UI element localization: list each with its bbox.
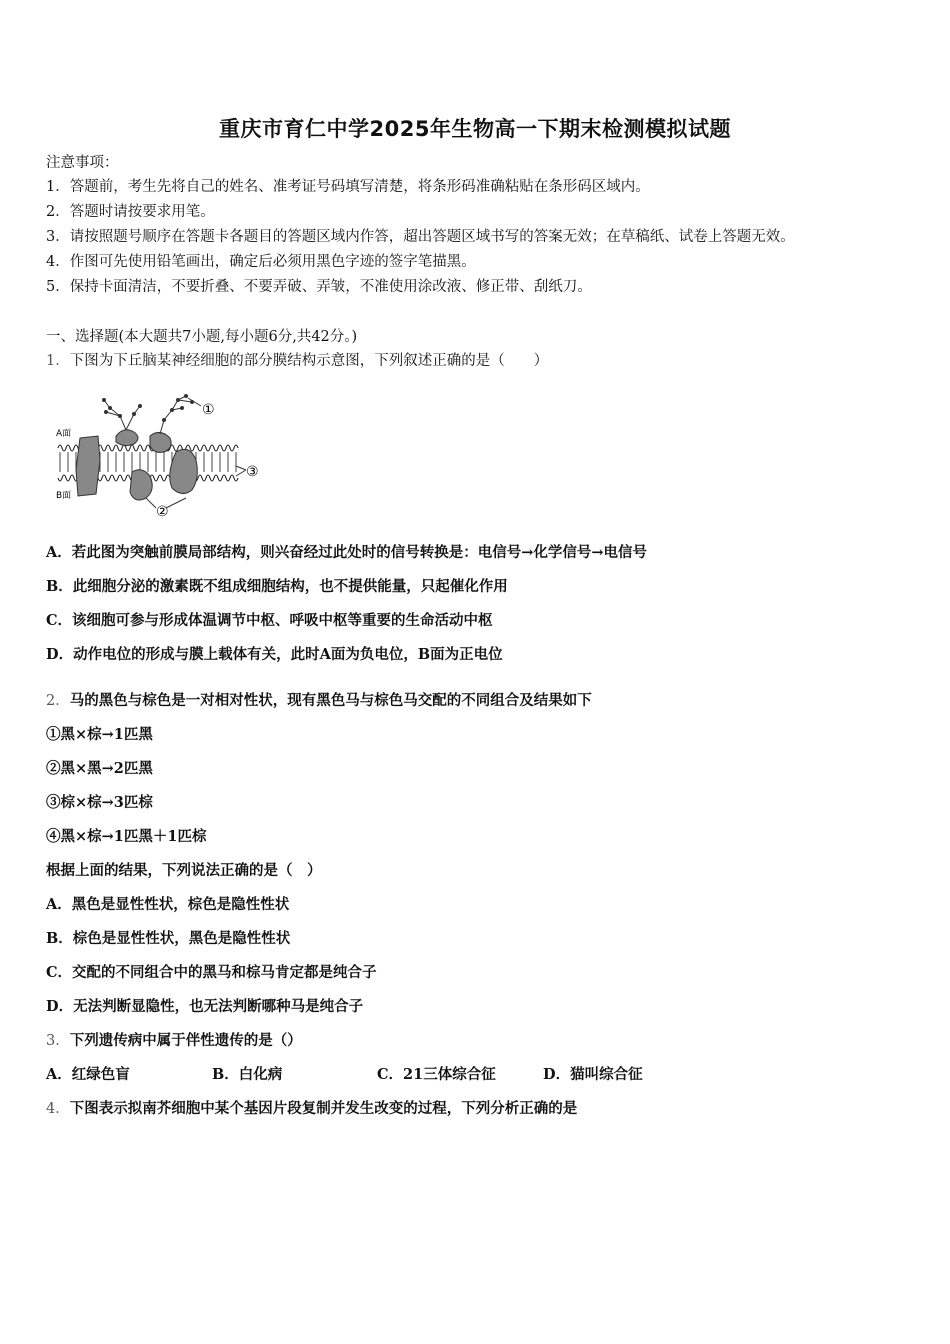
- q1-option-b: B．此细胞分泌的激素既不组成细胞结构，也不提供能量，只起催化作用: [46, 578, 508, 595]
- question-stem: 下图为下丘脑某神经细胞的部分膜结构示意图，下列叙述正确的是（ ）: [69, 353, 549, 369]
- membrane-diagram: [46, 390, 266, 520]
- notice-item-2: 2．答题时请按要求用笔。: [46, 204, 215, 220]
- page-title: 重庆市育仁中学2025年生物高一下期末检测模拟试题: [219, 117, 731, 141]
- notice-item-4: 4．作图可先使用铅笔画出，确定后必须用黑色字迹的签字笔描黑。: [46, 254, 476, 270]
- q2-option-a: A．黑色是显性性状，棕色是隐性性状: [46, 896, 290, 913]
- q2-ask: 根据上面的结果，下列说法正确的是（ ）: [46, 862, 322, 879]
- question-stem: 马的黑色与棕色是一对相对性状，现有黑色马与棕色马交配的不同组合及结果如下: [69, 692, 592, 709]
- q1-option-d: D．动作电位的形成与膜上载体有关，此时A面为负电位，B面为正电位: [46, 646, 503, 663]
- question-4: [46, 1099, 577, 1119]
- marker-3: ③: [246, 464, 259, 480]
- cross-3: ③棕×棕→3匹棕: [46, 794, 153, 811]
- question-number: 3．: [46, 1033, 70, 1049]
- notice-item-5: 5．保持卡面清洁，不要折叠、不要弄破、弄皱，不准使用涂改液、修正带、刮纸刀。: [46, 279, 592, 295]
- q3-option-a: A．红绿色盲: [46, 1066, 130, 1083]
- q2-option-b: B．棕色是显性性状，黑色是隐性性状: [46, 930, 291, 947]
- q3-option-b: B．白化病: [212, 1066, 283, 1083]
- q3-option-d: D．猫叫综合征: [543, 1066, 643, 1083]
- marker-1: ①: [202, 402, 215, 418]
- label-b-side: B面: [56, 491, 72, 501]
- question-number: 2．: [46, 693, 70, 709]
- label-a-side: A面: [56, 429, 72, 439]
- cross-2: ②黑×黑→2匹黑: [46, 760, 153, 777]
- question-number: 1．: [46, 353, 70, 369]
- q1-option-a: A．若此图为突触前膜局部结构，则兴奋经过此处时的信号转换是：电信号→化学信号→电信号: [46, 544, 648, 561]
- question-1: [46, 351, 548, 371]
- notice-item-1: 1．答题前，考生先将自己的姓名、准考证号码填写清楚，将条形码准确粘贴在条形码区域内。: [46, 179, 650, 195]
- cross-1: ①黑×棕→1匹黑: [46, 726, 153, 743]
- question-3: [46, 1031, 302, 1051]
- q2-option-d: D．无法判断显隐性，也无法判断哪种马是纯合子: [46, 998, 364, 1015]
- marker-2: ②: [156, 504, 169, 520]
- question-stem: 下图表示拟南芥细胞中某个基因片段复制并发生改变的过程，下列分析正确的是: [69, 1100, 578, 1117]
- notice-heading: 注意事项：: [46, 155, 119, 171]
- question-number: 4．: [46, 1101, 70, 1117]
- q2-option-c: C．交配的不同组合中的黑马和棕马肯定都是纯合子: [46, 964, 377, 981]
- question-stem: 下列遗传病中属于伴性遗传的是（）: [69, 1032, 302, 1049]
- q1-option-c: C．该细胞可参与形成体温调节中枢、呼吸中枢等重要的生命活动中枢: [46, 612, 493, 629]
- q3-option-c: C．21三体综合征: [377, 1066, 496, 1083]
- notice-item-3: 3．请按照题号顺序在答题卡各题目的答题区域内作答，超出答题区域书写的答案无效；在草稿纸、试卷上答题无效。: [46, 229, 795, 245]
- section-heading: 一、选择题(本大题共7小题,每小题6分,共42分。): [46, 329, 358, 345]
- cross-4: ④黑×棕→1匹黑＋1匹棕: [46, 828, 207, 845]
- question-2: [46, 691, 592, 711]
